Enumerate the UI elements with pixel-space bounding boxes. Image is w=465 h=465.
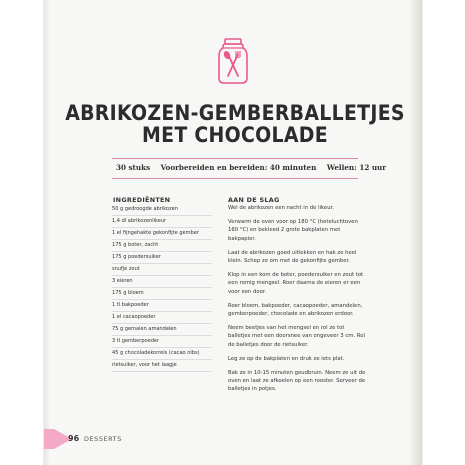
method-step: Wel de abrikozen een nacht in de likeur. bbox=[228, 205, 334, 211]
method-step: Leg ze op de bakplaten en druk ze iets plat. bbox=[228, 355, 345, 362]
method-steps bbox=[228, 204, 368, 400]
ingredient-item: 175 g boter, zacht bbox=[112, 240, 212, 252]
ingredient-item: 3 eieren bbox=[112, 276, 212, 288]
ingredients-list bbox=[112, 204, 212, 372]
info-rule-top bbox=[112, 158, 358, 159]
method-step: Bak ze in 10-15 minuten goudbruin. Neem ze uit de oven en laat ze afkoelen op een rooster. Serveer de balletjes in potjes. bbox=[228, 370, 366, 393]
prep-time-text: Voorbereiden en bereiden: 40 minuten bbox=[160, 163, 317, 172]
ingredient-item: snufje zout bbox=[112, 264, 212, 276]
method-step: Neem beetjes van het mengsel en rol ze tot balletjes met een doorsnee van ongeveer 3 cm. Rol de balletjes door de rietsuiker. bbox=[228, 325, 365, 348]
yield-text: 30 stuks bbox=[116, 163, 151, 172]
method-step: Roer bloem, bakpoeder, cacaopoeder, amandelen, gemberpoeder, chocolade en abrikozen erdoor. bbox=[228, 302, 363, 318]
method-step: Klop in een kom de boter, poedersuiker en zout tot een romig mengsel. Roer daarna de eieren er een voor een door. bbox=[228, 272, 364, 295]
method-step: Laat de abrikozen goed uitlekken en hak ze heel klein. Schep ze om met de gekonfijte gember. bbox=[228, 249, 357, 265]
page-edge-shadow bbox=[408, 0, 422, 465]
ingredient-item: 3 tl gemberpoeder bbox=[112, 336, 212, 348]
ingredient-item: rietsuiker, voor het laagje bbox=[112, 360, 212, 372]
ingredient-item: 1 el cacaopoeder bbox=[112, 312, 212, 324]
recipe-info-bar bbox=[112, 163, 387, 172]
soak-time-text: Wellen: 12 uur bbox=[326, 163, 387, 172]
ingredients-heading: INGREDIËNTEN bbox=[113, 196, 171, 204]
method-step: Verwarm de oven voor op 180 °C (heteluchtoven 160 °C) en bekleed 2 grote bakplaten met bakpapier. bbox=[228, 219, 358, 242]
ingredient-item: 75 g gemalen amandelen bbox=[112, 324, 212, 336]
page-gutter-shadow bbox=[44, 0, 50, 465]
recipe-title-line-1: ABRIKOZEN-GEMBERBALLETJES bbox=[65, 101, 405, 125]
ingredient-item: 1 tl bakpoeder bbox=[112, 300, 212, 312]
section-name: DESSERTS bbox=[84, 435, 122, 443]
section-tab-marker bbox=[44, 429, 54, 449]
ingredient-item: 1 el fijngehakte gekonfijte gember bbox=[112, 228, 212, 240]
page-number: 96 bbox=[68, 434, 80, 443]
ingredient-item: 45 g chocoladekorrels (cacao nibs) bbox=[112, 348, 212, 360]
ingredient-item: 175 g poedersuiker bbox=[112, 252, 212, 264]
ingredient-item: 50 g gedroogde abrikozen bbox=[112, 204, 212, 216]
info-rule-bottom bbox=[112, 178, 358, 179]
recipe-title-line-2: MET CHOCOLADE bbox=[142, 123, 328, 147]
method-heading: AAN DE SLAG bbox=[228, 196, 280, 204]
ingredient-item: 1,4 dl abrikozenlikeur bbox=[112, 216, 212, 228]
ingredient-item: 175 g bloem bbox=[112, 288, 212, 300]
mason-jar-spoon-fork-icon bbox=[216, 38, 250, 84]
